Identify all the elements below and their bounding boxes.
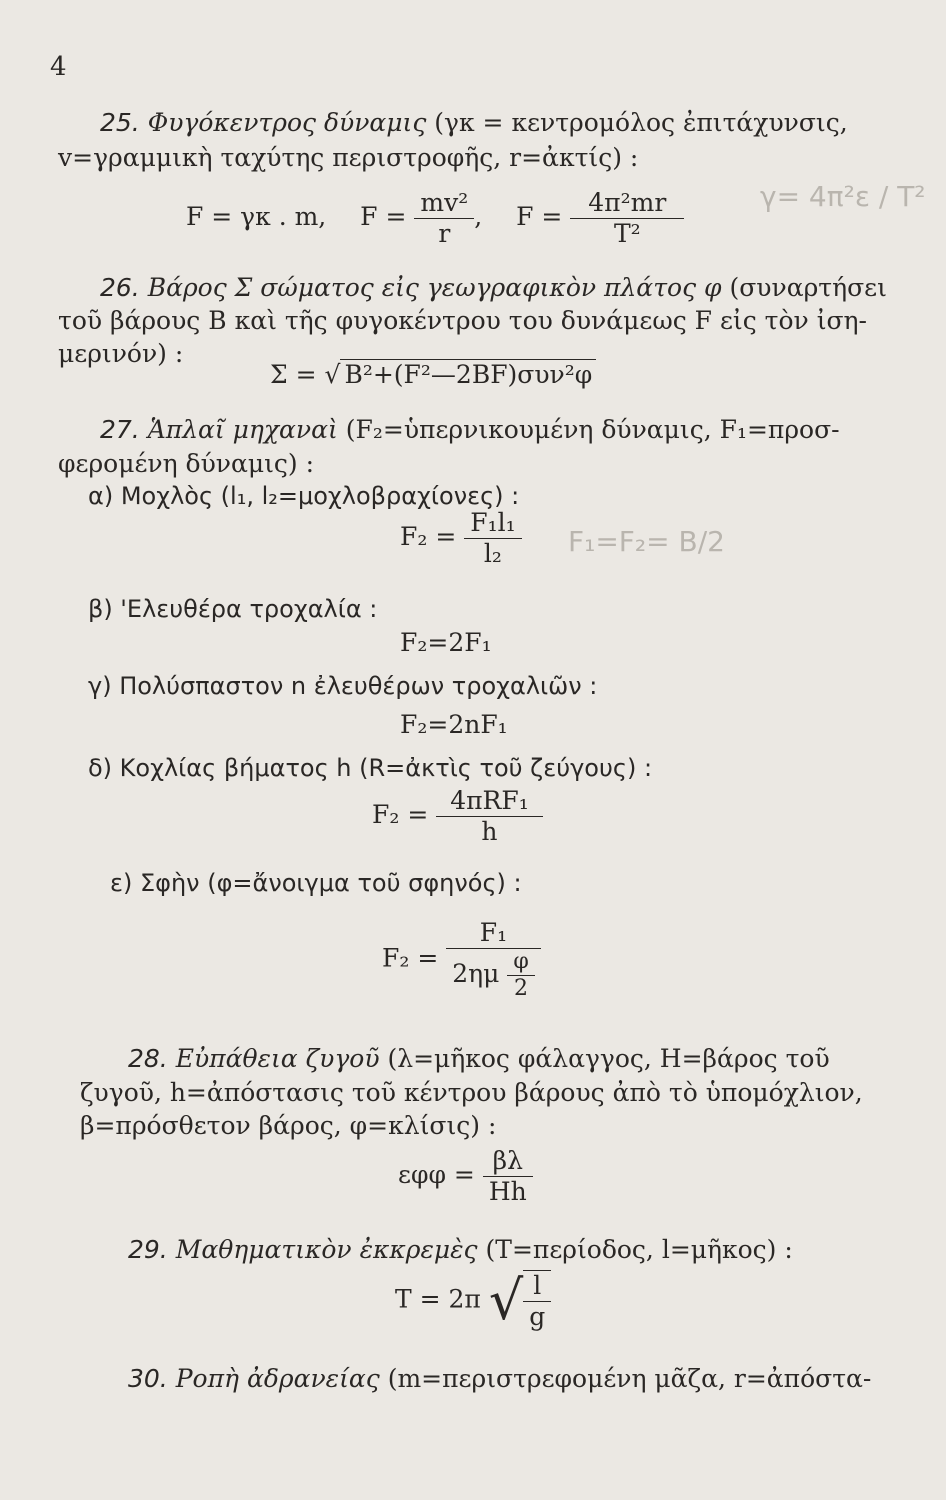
numerator: mv² xyxy=(414,188,474,219)
numerator: φ xyxy=(507,949,534,976)
section-26-line-3: μερινόν) : xyxy=(58,339,184,368)
section-title: Ἁπλαῖ μηχαναὶ xyxy=(147,415,338,444)
formula-lever xyxy=(400,508,522,569)
fraction-sensitivity xyxy=(483,1146,533,1207)
formula-sensitivity xyxy=(398,1146,533,1207)
section-title: Μαθηματικὸν ἐκκρεμὲς xyxy=(175,1235,478,1264)
radicand: B²+(F²—2BF)συν²φ xyxy=(340,359,596,389)
section-text: (F₂=ὑπερνικουμένη δύναμις, F₁=προσ- xyxy=(345,415,840,444)
formula-weight-latitude xyxy=(270,360,596,389)
section-title: Ροπὴ ἀδρανείας xyxy=(175,1364,380,1393)
fraction-half-angle xyxy=(507,949,534,1002)
denominator: T² xyxy=(613,219,641,248)
fraction-mv2-r xyxy=(414,188,474,249)
item-free-pulley: β) 'Ελευθέρα τροχαλία : xyxy=(88,595,378,623)
item-screw: δ) Κοχλίας βήματος h (R=ἀκτὶς τοῦ ζεύγους) : xyxy=(88,754,653,782)
section-number: 26. xyxy=(100,273,140,302)
denominator: Hh xyxy=(488,1177,527,1206)
section-27-line-2: φερομένη δύναμις) : xyxy=(58,449,315,478)
formula-lhs: Σ = √ xyxy=(270,360,341,389)
section-text: (T=περίοδος, l=μῆκος) : xyxy=(485,1235,793,1264)
section-number: 29. xyxy=(128,1235,168,1264)
section-30-line-1 xyxy=(128,1364,871,1394)
formula-screw xyxy=(372,786,543,847)
pencil-note-1: γ= 4π²ε / T² xyxy=(760,180,926,213)
section-title: Εὐπάθεια ζυγοῦ xyxy=(175,1044,380,1073)
numerator: βλ xyxy=(483,1146,533,1177)
formula-lhs: εφφ = xyxy=(398,1160,475,1189)
item-lever: α) Μοχλὸς (l₁, l₂=μοχλοβραχίονες) : xyxy=(88,482,520,510)
section-text: (συναρτήσει xyxy=(729,273,887,302)
formula-lhs: F₂ = xyxy=(372,800,429,829)
denominator: 2 xyxy=(514,976,529,1001)
section-25-line-1 xyxy=(100,108,848,138)
item-polyspast: γ) Πολύσπαστον n ἐλευθέρων τροχαλιῶν : xyxy=(88,672,598,700)
section-26-line-1 xyxy=(100,273,887,303)
formula-lhs: T = 2π xyxy=(395,1284,481,1314)
item-wedge: ε) Σφὴν (φ=ἄνοιγμα τοῦ σφηνός) : xyxy=(110,869,522,897)
formula-lhs: F = xyxy=(516,202,563,231)
denominator: r xyxy=(438,219,451,248)
numerator: F₁l₁ xyxy=(464,508,521,539)
pencil-note-2: F₁=F₂= B/2 xyxy=(568,525,725,558)
denominator: g xyxy=(529,1302,546,1331)
section-28-line-3: β=πρόσθετον βάρος, φ=κλίσις) : xyxy=(80,1111,497,1140)
section-title: Φυγόκεντρος δύναμις xyxy=(147,108,427,137)
section-text: (γκ = κεντρομόλος ἐπιτάχυνσις, xyxy=(434,108,848,137)
numerator: F₁ xyxy=(446,918,541,949)
formula-lhs: F₂ = xyxy=(382,943,439,973)
section-number: 30. xyxy=(128,1364,168,1393)
section-text: (λ=μῆκος φάλαγγος, Η=βάρος τοῦ xyxy=(387,1044,830,1073)
fraction-lever xyxy=(464,508,521,569)
formula-wedge xyxy=(382,918,541,1002)
section-29-line-1 xyxy=(128,1235,793,1265)
formula-polyspast: F₂=2nF₁ xyxy=(400,710,508,739)
numerator: 4π²mr xyxy=(570,188,684,219)
fraction-4pi2mr-T2 xyxy=(570,188,684,249)
numerator: l xyxy=(523,1271,551,1302)
denominator-prefix: 2ημ xyxy=(452,959,500,988)
page-number: 4 xyxy=(50,52,67,82)
formula-lhs: F₂ = xyxy=(400,522,457,551)
fraction-screw xyxy=(436,786,543,847)
comma: , xyxy=(474,202,483,231)
section-title: Βάρος Σ σώματος εἰς γεωγραφικὸν πλάτος φ xyxy=(147,273,722,302)
fraction-l-g xyxy=(523,1270,551,1332)
section-number: 25. xyxy=(100,108,140,137)
section-27-line-1 xyxy=(100,415,840,445)
section-number: 28. xyxy=(128,1044,168,1073)
section-26-line-2: τοῦ βάρους Β καὶ τῆς φυγοκέντρου του δυνάμεως F εἰς τὸν ἰση- xyxy=(58,306,867,335)
formula-free-pulley: F₂=2F₁ xyxy=(400,628,492,657)
section-number: 27. xyxy=(100,415,140,444)
formula-lhs: F = xyxy=(360,202,407,231)
denominator: h xyxy=(481,817,498,846)
section-text: (m=περιστρεφομένη μᾶζα, r=ἀπόστα- xyxy=(387,1364,872,1393)
sqrt-sign: √ xyxy=(488,1269,524,1332)
numerator: 4πRF₁ xyxy=(436,786,543,817)
formula-centripetal: F = γκ . m, xyxy=(186,202,327,231)
section-28-line-2: ζυγοῦ, h=ἀπόστασις τοῦ κέντρου βάρους ἀπὸ τὸ ὑπομόχλιον, xyxy=(80,1078,863,1107)
fraction-wedge xyxy=(446,918,541,1002)
section-25-line-2: v=γραμμικὴ ταχύτης περιστροφῆς, r=ἀκτίς) : xyxy=(58,143,639,172)
formula-pendulum xyxy=(395,1270,551,1332)
denominator xyxy=(446,949,541,1002)
section-28-line-1 xyxy=(128,1044,830,1074)
denominator: l₂ xyxy=(483,539,502,568)
section-25-formulas xyxy=(186,188,684,249)
